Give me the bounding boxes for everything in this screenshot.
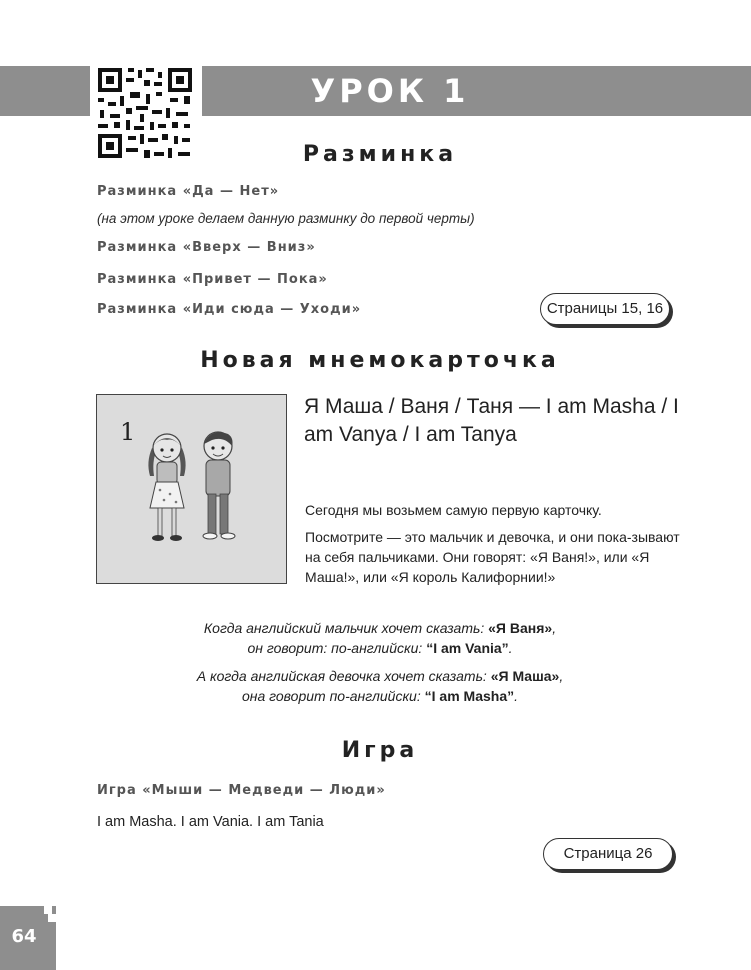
card-paragraph-1: Сегодня мы возьмем самую первую карточку. — [305, 502, 602, 518]
warmup-note: (на этом уроке делаем данную разминку до первой черты) — [97, 211, 475, 226]
card-title: Я Маша / Ваня / Таня — I am Masha / I am Vanya / I am Tanya — [304, 395, 679, 446]
card-paragraph-2: Посмотрите — это мальчик и девочка, и они пока-зывают на себя пальчиками. Они говорят: «Я Ваня!», или «Я Маша!», или «Я король Калифорнии!» — [305, 529, 680, 585]
warmup-item-up-down: Разминка «Вверх — Вниз» — [97, 240, 316, 255]
page-block-step — [44, 906, 52, 914]
page-block-step — [48, 914, 56, 922]
girl-figure — [148, 434, 185, 541]
pages-badge-warmup: Страницы 15, 16 — [540, 293, 670, 325]
page-badge-game: Страница 26 — [543, 838, 673, 870]
girl-explanation: А когда английская девочка хочет сказать: «Я Маша», она говорит по-английски: “I am Masha”. — [196, 668, 564, 704]
qr-code[interactable] — [96, 66, 194, 160]
card-number: 1 — [120, 418, 136, 446]
warmup-item-hello-bye: Разминка «Привет — Пока» — [97, 272, 328, 287]
warmup-heading: Разминка — [302, 142, 458, 167]
boy-explanation: Когда английский мальчик хочет сказать: «Я Ваня», он говорит: по-английски: “I am Vania”. — [203, 620, 557, 656]
children-illustration — [138, 428, 248, 552]
game-name: Игра «Мыши — Медведи — Люди» — [97, 783, 386, 798]
page-number: 64 — [11, 926, 37, 947]
game-text: I am Masha. I am Vania. I am Tania — [97, 814, 324, 830]
card-heading: Новая мнемокарточка — [200, 348, 560, 373]
game-heading: Игра — [341, 738, 419, 763]
boy-figure — [203, 432, 235, 539]
warmup-item-come-go: Разминка «Иди сюда — Уходи» — [97, 302, 362, 317]
lesson-title: УРОК 1 — [310, 72, 470, 110]
warmup-item-yes-no: Разминка «Да — Нет» — [97, 184, 280, 199]
